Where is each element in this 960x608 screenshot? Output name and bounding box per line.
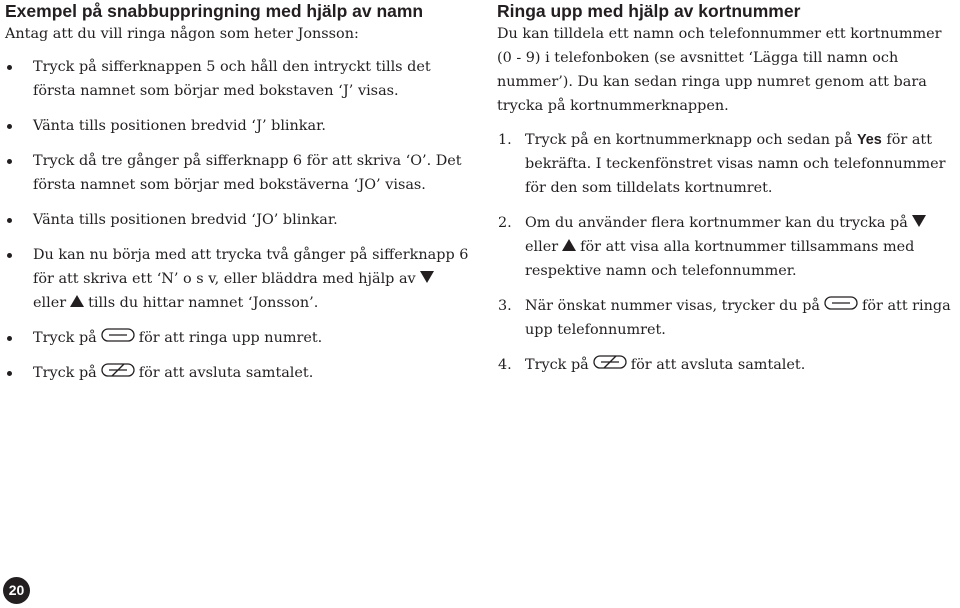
right-column [497, 0, 957, 388]
instruction-list [5, 55, 477, 385]
bullet [7, 65, 12, 70]
steps-list [497, 128, 957, 377]
intro-text: Du kan tilldela ett namn och telefonnummer ett kortnummer (0 - 9) i telefonboken (se avsnittet ‘Lägga till namn och nummer’). Du kan sedan ringa upp numret genom att bara trycka på kortnummerknappen. [497, 26, 942, 114]
list-item: 2. Om du använder flera kortnummer kan du trycka på eller för att visa alla kortnummer tillsammans med respektive namn och telefonnummer. [497, 211, 957, 283]
section-heading: Ringa upp med hjälp av kortnummer [497, 1, 801, 21]
call-icon [101, 326, 135, 350]
arrow-down-icon [912, 211, 926, 235]
list-item: Vänta tills positionen bredvid ‘J’ blinkar. [5, 114, 477, 138]
step-number: 3. [498, 298, 512, 314]
arrow-up-icon [70, 291, 84, 315]
page-number: 20 [3, 577, 30, 604]
list-item: 1. Tryck på en kortnummerknapp och sedan på Yes för att bekräfta. I teckenfönstret visas namn och telefonnummer för den som tilldelats kortnumret. [497, 128, 957, 200]
bullet [7, 371, 12, 376]
list-item: Tryck på för att ringa upp numret. [5, 326, 477, 350]
bullet [7, 124, 12, 129]
intro-text: Antag att du vill ringa någon som heter Jonsson: [5, 26, 359, 42]
bullet [7, 253, 12, 258]
step-number: 1. [498, 132, 512, 148]
bullet [7, 336, 12, 341]
call-icon [824, 294, 858, 318]
list-item: Vänta tills positionen bredvid ‘JO’ blinkar. [5, 208, 477, 232]
yes-key-label: Yes [857, 132, 882, 148]
list-item: Tryck då tre gånger på sifferknapp 6 för att skriva ‘O’. Det första namnet som börjar med bokstäverna ‘JO’ visas. [5, 149, 477, 197]
list-item: Du kan nu börja med att trycka två gånger på sifferknapp 6 för att skriva ett ‘N’ o s v, eller bläddra med hjälp av eller tills du hittar namnet ‘Jonsson’. [5, 243, 477, 315]
list-item: Tryck på sifferknappen 5 och håll den intryckt tills det första namnet som börjar med bokstaven ‘J’ visas. [5, 55, 477, 103]
bullet [7, 159, 12, 164]
step-number: 4. [498, 357, 512, 373]
hangup-icon [593, 353, 627, 377]
bullet [7, 218, 12, 223]
step-number: 2. [498, 215, 512, 231]
left-column [5, 0, 477, 396]
arrow-down-icon [420, 267, 434, 291]
hangup-icon [101, 361, 135, 385]
list-item: 3. När önskat nummer visas, trycker du på för att ringa upp telefonnumret. [497, 294, 957, 342]
arrow-up-icon [562, 235, 576, 259]
list-item: Tryck på för att avsluta samtalet. [5, 361, 477, 385]
section-heading: Exempel på snabbuppringning med hjälp av namn [5, 1, 424, 21]
list-item: 4. Tryck på för att avsluta samtalet. [497, 353, 957, 377]
